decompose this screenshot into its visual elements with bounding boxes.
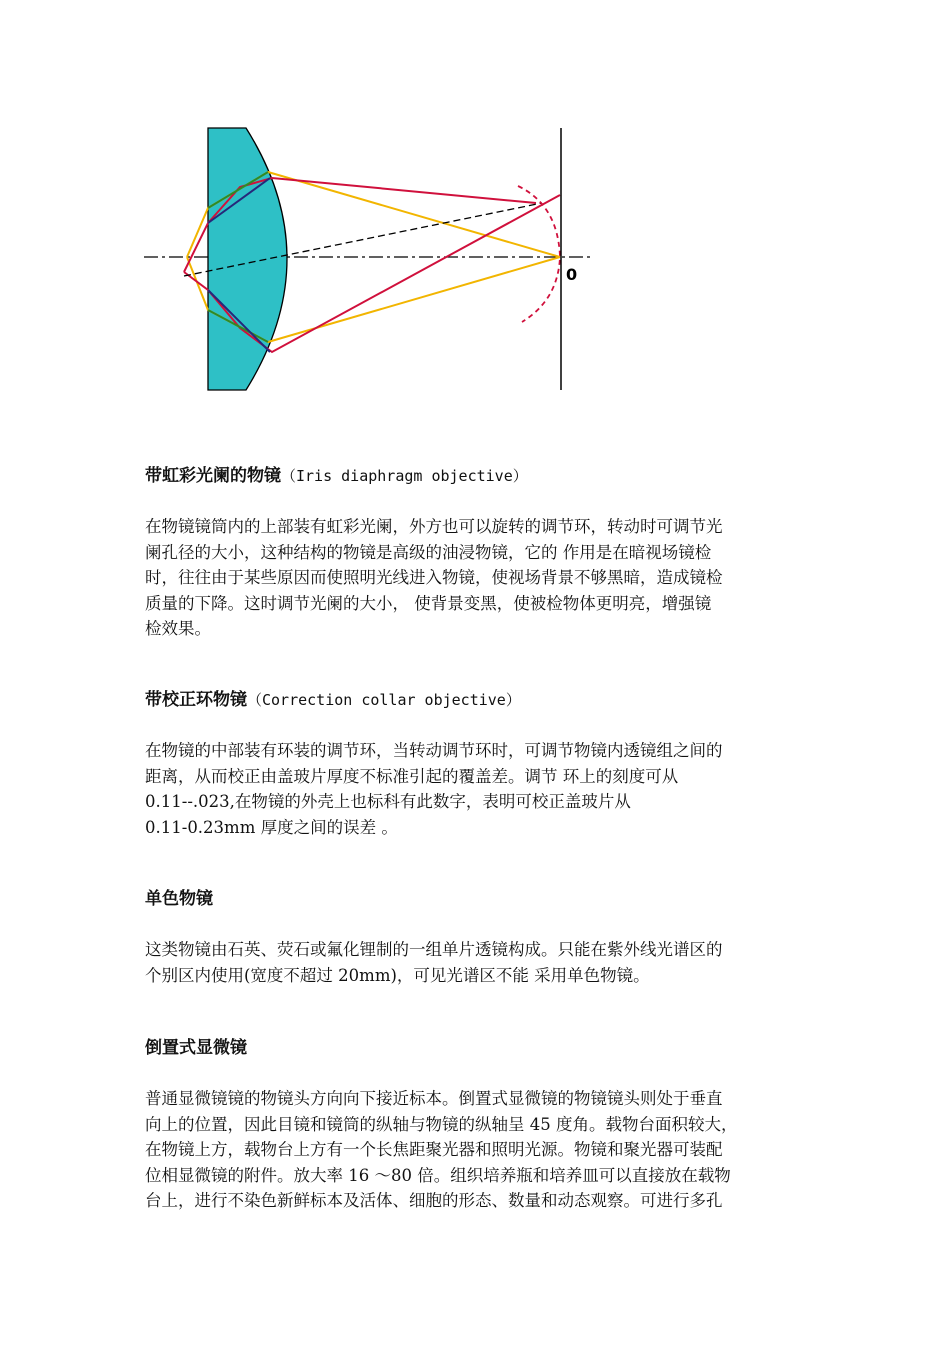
origin-label: 0 xyxy=(566,265,578,284)
section-correction-collar xyxy=(145,688,810,840)
section-paragraph: 在物镜的中部装有环装的调节环，当转动调节环时，可调节物镜内透镜组之间的 距离，从而校正由盖玻片厚度不标准引起的覆盖差。调节 环上的刻度可从 0.11--.023,在物镜的外壳上也标科有此数字，表明可校正盖玻片从 0.11-0.23mm 厚度之间的误差 。 xyxy=(145,741,723,837)
section-paragraph: 这类物镜由石英、荧石或氟化锂制的一组单片透镜构成。只能在紫外线光谱区的 个别区内使用(宽度不超过 20mm)，可见光谱区不能 采用单色物镜。 xyxy=(145,940,723,985)
section-heading: 带虹彩光阑的物镜（Iris diaphragm objective） xyxy=(145,466,528,486)
section-paragraph: 普通显微镜镜的物镜头方向向下接近标本。倒置式显微镜的物镜镜头则处于垂直 向上的位置，因此目镜和镜筒的纵轴与物镜的纵轴呈 45 度角。载物台面积较大， 在物镜上方，载物台上方有一个长焦距聚光器和照明光源。物镜和聚光器可装配 位相显微镜的附件。放大率 16 ～80 倍。组织培养瓶和培养皿可以直接放在载物 台上，进行不染色新鲜标本及活体、细胞的形态、数量和动态观察。可进行多孔 xyxy=(145,1089,738,1210)
section-inverted-microscope xyxy=(145,1036,810,1214)
section-iris-diaphragm xyxy=(145,464,810,642)
section-paragraph: 在物镜镜筒内的上部装有虹彩光阑，外方也可以旋转的调节环，转动时可调节光 阑孔径的大小，这种结构的物镜是高级的油浸物镜，它的 作用是在暗视场镜检 时，往往由于某些原因而使照明光线进入物镜，使视场背景不够黑暗，造成镜检 质量的下降。这时调节光阑的大小， 使背景变黑，使被检物体更明亮，增强镜 检效果。 xyxy=(145,517,723,638)
section-heading: 单色物镜 xyxy=(145,889,213,909)
section-heading: 倒置式显微镜 xyxy=(145,1038,247,1058)
lens-ray-diagram xyxy=(140,120,600,400)
section-heading: 带校正环物镜（Correction collar objective） xyxy=(145,690,521,710)
section-monochromatic xyxy=(145,887,810,988)
